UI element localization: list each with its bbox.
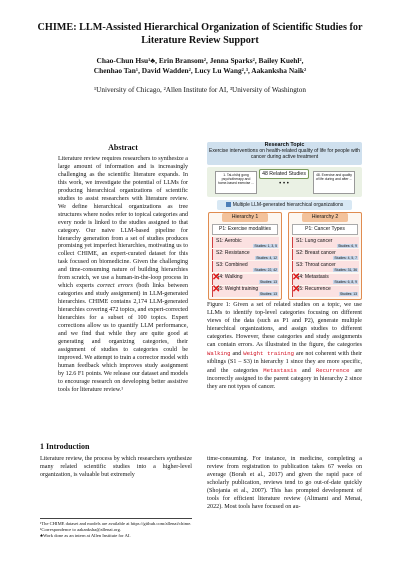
caption-text-b: are not coherent with their siblings (S1 – S3) in hierarchy 1 since they are more specific, and the categories <box>207 350 362 374</box>
caption-text-c: are incorrectly assigned to the parent category in hierarchy 2 since they are not types of cancer. <box>207 367 362 390</box>
abstract-text-2: (both links between categories and study assignment) in LLM-generated hierarchies. CHIME contains 2,174 LLM-generated hierarchies covering 472 topics, and expert-corrected hierarchies for a subset of 100 topics. Expert corrections allow us to quantify LLM performance, and we find that while they are quite good at generating and organizing categories, their assignment of studies to categories could be improved. We attempt to train a corrector model with human feedback which improves study assignment by 12.6 F1 points. We release our dataset and models to encourage research on developing better assistive tools for literature review.¹ <box>58 283 188 393</box>
authors <box>30 56 370 75</box>
category-studies: Studies: 22, 42 <box>254 267 277 272</box>
hierarchy-1 <box>208 212 282 300</box>
multiple-hierarchies-label <box>217 200 352 210</box>
hierarchy-1-category-1 <box>212 237 279 248</box>
footnotes <box>40 518 192 540</box>
studies-ellipsis: • • • <box>279 181 289 187</box>
category-name: S5: Weight training <box>216 286 259 293</box>
error-x-icon: ✕ <box>292 271 301 283</box>
category-studies: Studies: 31, 36 <box>334 267 357 272</box>
error-x-icon: ✕ <box>292 283 301 295</box>
hierarchy-2-title: Hierarchy 2 <box>302 213 348 222</box>
category-studies: Studies: 6, 8, 9 <box>334 280 357 285</box>
intro-body: Literature review, the process by which researchers synthesize many related scientific studies into a higher-level organization, is valuable but extremely <box>40 456 192 478</box>
category-name: S1: Lung cancer <box>296 237 333 244</box>
research-topic-label: Research Topic <box>264 142 305 148</box>
hierarchy-1-parent: P1: Exercise modalities <box>212 224 278 235</box>
hierarchy-2 <box>288 212 362 300</box>
paper-title: CHIME: LLM-Assisted Hierarchical Organization of Scientific Studies for Literature Review Support <box>37 22 363 46</box>
caption-text-a: Figure 1: Given a set of related studies on a topic, we use LLMs to identify top-level categories focusing on different views of the data (such as P1 and P2), generate multiple hierarchical organizations, and assign studies to different categories. However, these categories and study assignments can contain errors. As illustrated in the figure, the categories <box>207 302 362 348</box>
intro-body-continued: time-consuming. For instance, in medicine, completing a review from registration to publication takes 67 weeks on average (Borah et al., 2017) and given the rapid pace of scholarly publication, reviews tend to go out-of-date quickly (Shojania et al., 2007). This has prompted development of tools for efficient literature review (Altmami and Menai, 2022). Most tools have focused on au- <box>207 456 362 510</box>
hierarchy-2-category-3 <box>292 261 359 272</box>
study-card-48: 48. Exercise and quality of life during and after ... <box>313 171 355 194</box>
multi-label-text: Multiple LLM-generated hierarchical organizations <box>232 202 344 208</box>
hierarchy-1-category-5 <box>212 283 279 297</box>
research-topic-text: Exercise interventions on health-related quality of life for people with cancer during active treatment <box>209 148 360 160</box>
hierarchy-2-parent: P1: Cancer Types <box>292 224 358 235</box>
hierarchy-2-category-4 <box>292 271 359 285</box>
category-name: S1: Aerobic <box>216 237 242 244</box>
related-studies-badge: 48 Related Studies <box>259 169 309 179</box>
figure-1 <box>207 142 362 298</box>
footnote-1: ¹The CHIME dataset and models are available at https://github.com/allenai/chime. <box>40 521 192 526</box>
hierarchy-1-category-4 <box>212 271 279 285</box>
abstract-text-1: Literature review requires researchers to synthesize a large amount of information and is increasingly challenging as the scientific literature expands. In this work, we investigate the potential of LLMs for producing hierarchical organizations of scientific studies to assist researchers with literature review. We define hierarchical organizations as tree structures where nodes refer to topical categories and every node is linked to the studies assigned to that category. Our naive LLM-based pipeline for hierarchy generation from a set of studies produces promising yet imperfect hierarchies, motivating us to collect CHIME, an expert-curated dataset for this task focused on biomedicine. Given the challenging and time-consuming nature of building hierarchies from scratch, we use a human-in-the-loop process in which experts <box>58 156 188 290</box>
category-name: S2: Breast cancer <box>296 249 336 256</box>
hierarchy-2-category-1 <box>292 237 359 248</box>
category-name: S5: Recurrence <box>296 286 331 293</box>
category-name: S3: Throat cancer <box>296 261 336 268</box>
category-studies: Studies: 13 <box>260 280 277 285</box>
abstract-heading: Abstract <box>108 143 138 152</box>
caption-metastasis: Metastasis <box>263 366 297 374</box>
authors-line-1: Chao-Chun Hsu¹♣, Erin Bransom², Jenna Sparks², Bailey Kuehl², <box>96 56 304 65</box>
intro-heading: 1 Introduction <box>40 442 90 451</box>
hierarchy-1-category-3 <box>212 261 279 272</box>
category-name: S4: Metastasis <box>296 274 329 281</box>
hierarchy-2-category-5 <box>292 283 359 297</box>
related-studies-box <box>207 167 362 197</box>
category-studies: Studies: 1, 3, 5 <box>254 243 277 248</box>
research-topic-box <box>207 142 362 165</box>
category-name: S4: Walking <box>216 274 243 281</box>
category-name: S2: Resistance <box>216 249 250 256</box>
caption-and-2: and <box>296 367 316 374</box>
hierarchy-icon <box>226 202 231 207</box>
category-studies: Studies: 13 <box>340 292 357 297</box>
error-x-icon: ✕ <box>212 271 221 283</box>
abstract-body <box>58 156 188 395</box>
caption-recurrence: Recurrence <box>315 366 350 374</box>
category-studies: Studies: 13 <box>260 292 277 297</box>
category-studies: Studies: 4, 12 <box>256 255 277 260</box>
authors-line-2: Chenhao Tan¹, David Wadden², Lucy Lu Wang²,³, Aakanksha Naik² <box>93 65 307 75</box>
affiliations: ¹University of Chicago, ²Allen Institute for AI, ³University of Washington <box>94 86 306 94</box>
abstract-emph: correct errors <box>97 283 133 290</box>
hierarchy-1-title: Hierarchy 1 <box>222 213 268 222</box>
category-name: S3: Combined <box>216 261 248 268</box>
hierarchy-1-category-2 <box>212 249 279 260</box>
study-card-1: 1. Tai-chi/qi gong psychotherapy and home-based exercise ... <box>215 171 257 194</box>
caption-walking: Walking <box>207 349 231 357</box>
hierarchy-2-category-2 <box>292 249 359 260</box>
caption-weight: Weight training <box>243 349 295 357</box>
footnote-2: ¹Correspondence to aakanksha@allenai.org. <box>40 527 122 533</box>
category-studies: Studies: 4, 5, 7 <box>334 255 357 260</box>
figure-caption <box>207 302 362 391</box>
category-studies: Studies: 6, 9 <box>338 243 357 248</box>
error-x-icon: ✕ <box>212 283 221 295</box>
caption-and: and <box>230 350 244 357</box>
footnote-3: ♣Work done as an intern at Allen Institute for AI. <box>40 533 131 539</box>
